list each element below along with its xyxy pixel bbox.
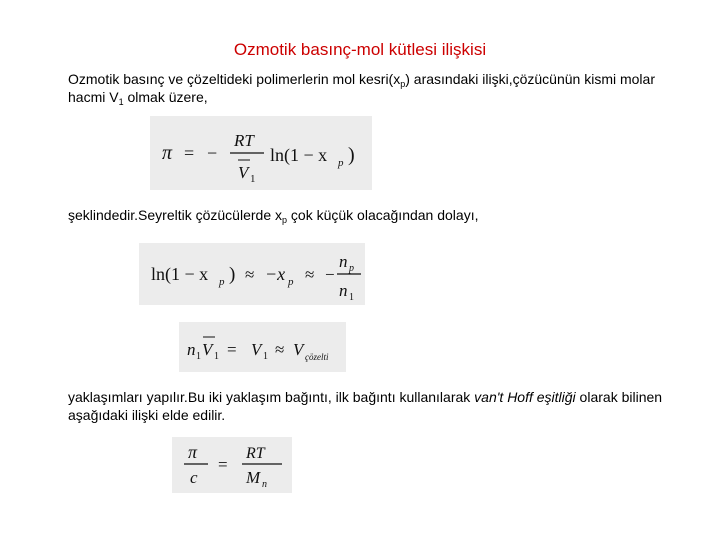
paragraph-dilute-text-1: şeklindedir.Seyreltik çözücülerde x [68, 207, 282, 223]
eq1-denominator-sub: 1 [250, 173, 256, 185]
eq1-ln-close: ) [348, 144, 355, 166]
eq3-v-rhs-sub: 1 [263, 351, 268, 362]
eq2-minus: − [325, 265, 335, 284]
eq3-v: V [202, 340, 213, 359]
equation-molar-volume [179, 322, 346, 372]
eq2-approx-2: ≈ [305, 265, 315, 284]
equation-ln-approximation [139, 243, 365, 305]
subscript-1: 1 [118, 97, 124, 107]
eq3-v-cozelti-sub: çözelti [305, 352, 329, 362]
paragraph-intro [68, 70, 668, 106]
paragraph-vant-hoff [68, 388, 668, 424]
eq1-numerator: RT [234, 131, 254, 150]
eq2-den-n: n [339, 281, 348, 300]
eq4-den-m: M [246, 468, 261, 487]
eq1-pi: π [162, 142, 173, 164]
slide-title: Ozmotik basınç-mol kütlesi ilişkisi [233, 40, 487, 59]
eq2-ln-close: ) [229, 264, 236, 285]
eq2-approx-1: ≈ [245, 265, 255, 284]
eq1-ln-sub: p [338, 157, 344, 169]
eq2-ln-sub: p [219, 276, 225, 288]
eq3-equals: = [227, 340, 237, 359]
eq3-v-sub: 1 [214, 351, 219, 362]
eq1-minus: − [207, 143, 218, 163]
paragraph-vant-hoff-text-2: olarak bilinen aşağıdaki ilişki elde edilir. [68, 389, 663, 423]
eq3-v-cozelti: V [293, 340, 304, 359]
paragraph-dilute [68, 206, 668, 224]
paragraph-intro-text-1: Ozmotik basınç ve çözeltideki polimerlerin mol kesri(x [68, 71, 401, 87]
eq2-num-sub: p [349, 263, 354, 274]
eq3-n: n [187, 340, 196, 359]
eq2-num-n: n [339, 252, 348, 271]
subscript-p-2: p [282, 215, 288, 225]
equation-vant-hoff [172, 437, 292, 493]
eq2-minus-x-sub: p [288, 276, 294, 288]
equation-osmotic-pressure [150, 116, 372, 190]
vant-hoff-term: van't Hoff eşitliği [474, 389, 576, 405]
paragraph-vant-hoff-text-1: yaklaşımları yapılır.Bu iki yaklaşım bağıntı, ilk bağıntı kullanılarak [68, 389, 475, 405]
eq1-ln-open: ln(1 − x [270, 145, 328, 165]
eq4-den-m-sub: n [262, 479, 267, 490]
eq2-ln-open: ln(1 − x [151, 264, 209, 284]
eq4-num-rt: RT [246, 445, 265, 462]
paragraph-dilute-text-2: çok küçük olacağından dolayı, [287, 207, 479, 223]
paragraph-intro-text-3: olmak üzere, [123, 89, 208, 105]
eq2-minus-x: −x [265, 264, 286, 284]
eq4-equals: = [218, 455, 228, 474]
eq2-den-sub: 1 [349, 292, 354, 303]
eq3-approx: ≈ [275, 340, 285, 359]
subscript-p: p [400, 79, 406, 89]
eq3-v-rhs: V [251, 340, 262, 359]
eq1-equals: = [184, 143, 195, 163]
eq3-n-sub: 1 [196, 351, 201, 362]
eq4-num-pi: π [188, 442, 198, 462]
paragraph-intro-text-2: ) arasındaki ilişki,çözücünün kismi molar hacmi V [68, 71, 655, 105]
eq4-den-c: c [190, 468, 198, 487]
eq1-denominator-v: V [238, 163, 249, 182]
